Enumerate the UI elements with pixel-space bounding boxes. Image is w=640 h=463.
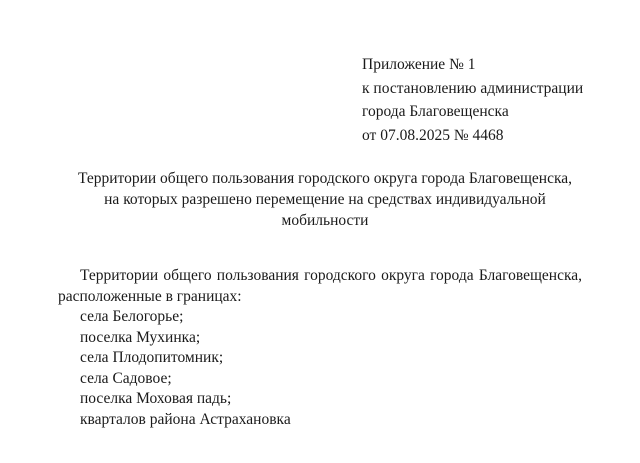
- list-item: поселка Моховая падь;: [80, 390, 232, 407]
- list-item: кварталов района Астрахановка: [80, 410, 291, 428]
- appendix-city: города Благовещенска: [362, 103, 509, 120]
- appendix-number: Приложение № 1: [362, 56, 476, 73]
- intro-paragraph: Территории общего пользования городского округа города Благовещенска, расположенные в границах:: [58, 267, 582, 305]
- list-item: села Белогорье;: [80, 308, 184, 325]
- title-line-3: мобильности: [281, 212, 369, 229]
- territory-list: [58, 307, 582, 430]
- appendix-header: [362, 53, 583, 147]
- list-item: села Садовое;: [80, 369, 172, 387]
- title-line-1: Территории общего пользования городского округа города Благовещенска,: [77, 170, 573, 187]
- document-title: [40, 168, 610, 231]
- appendix-resolution-ref: к постановлению администрации: [362, 79, 584, 97]
- title-line-2: на которых разрешено перемещение на средствах индивидуальной: [104, 191, 546, 208]
- list-item: поселка Мухинка;: [80, 328, 201, 346]
- document-body: [58, 266, 582, 430]
- appendix-date-number: от 07.08.2025 № 4468: [362, 126, 504, 144]
- list-item: села Плодопитомник;: [80, 349, 224, 366]
